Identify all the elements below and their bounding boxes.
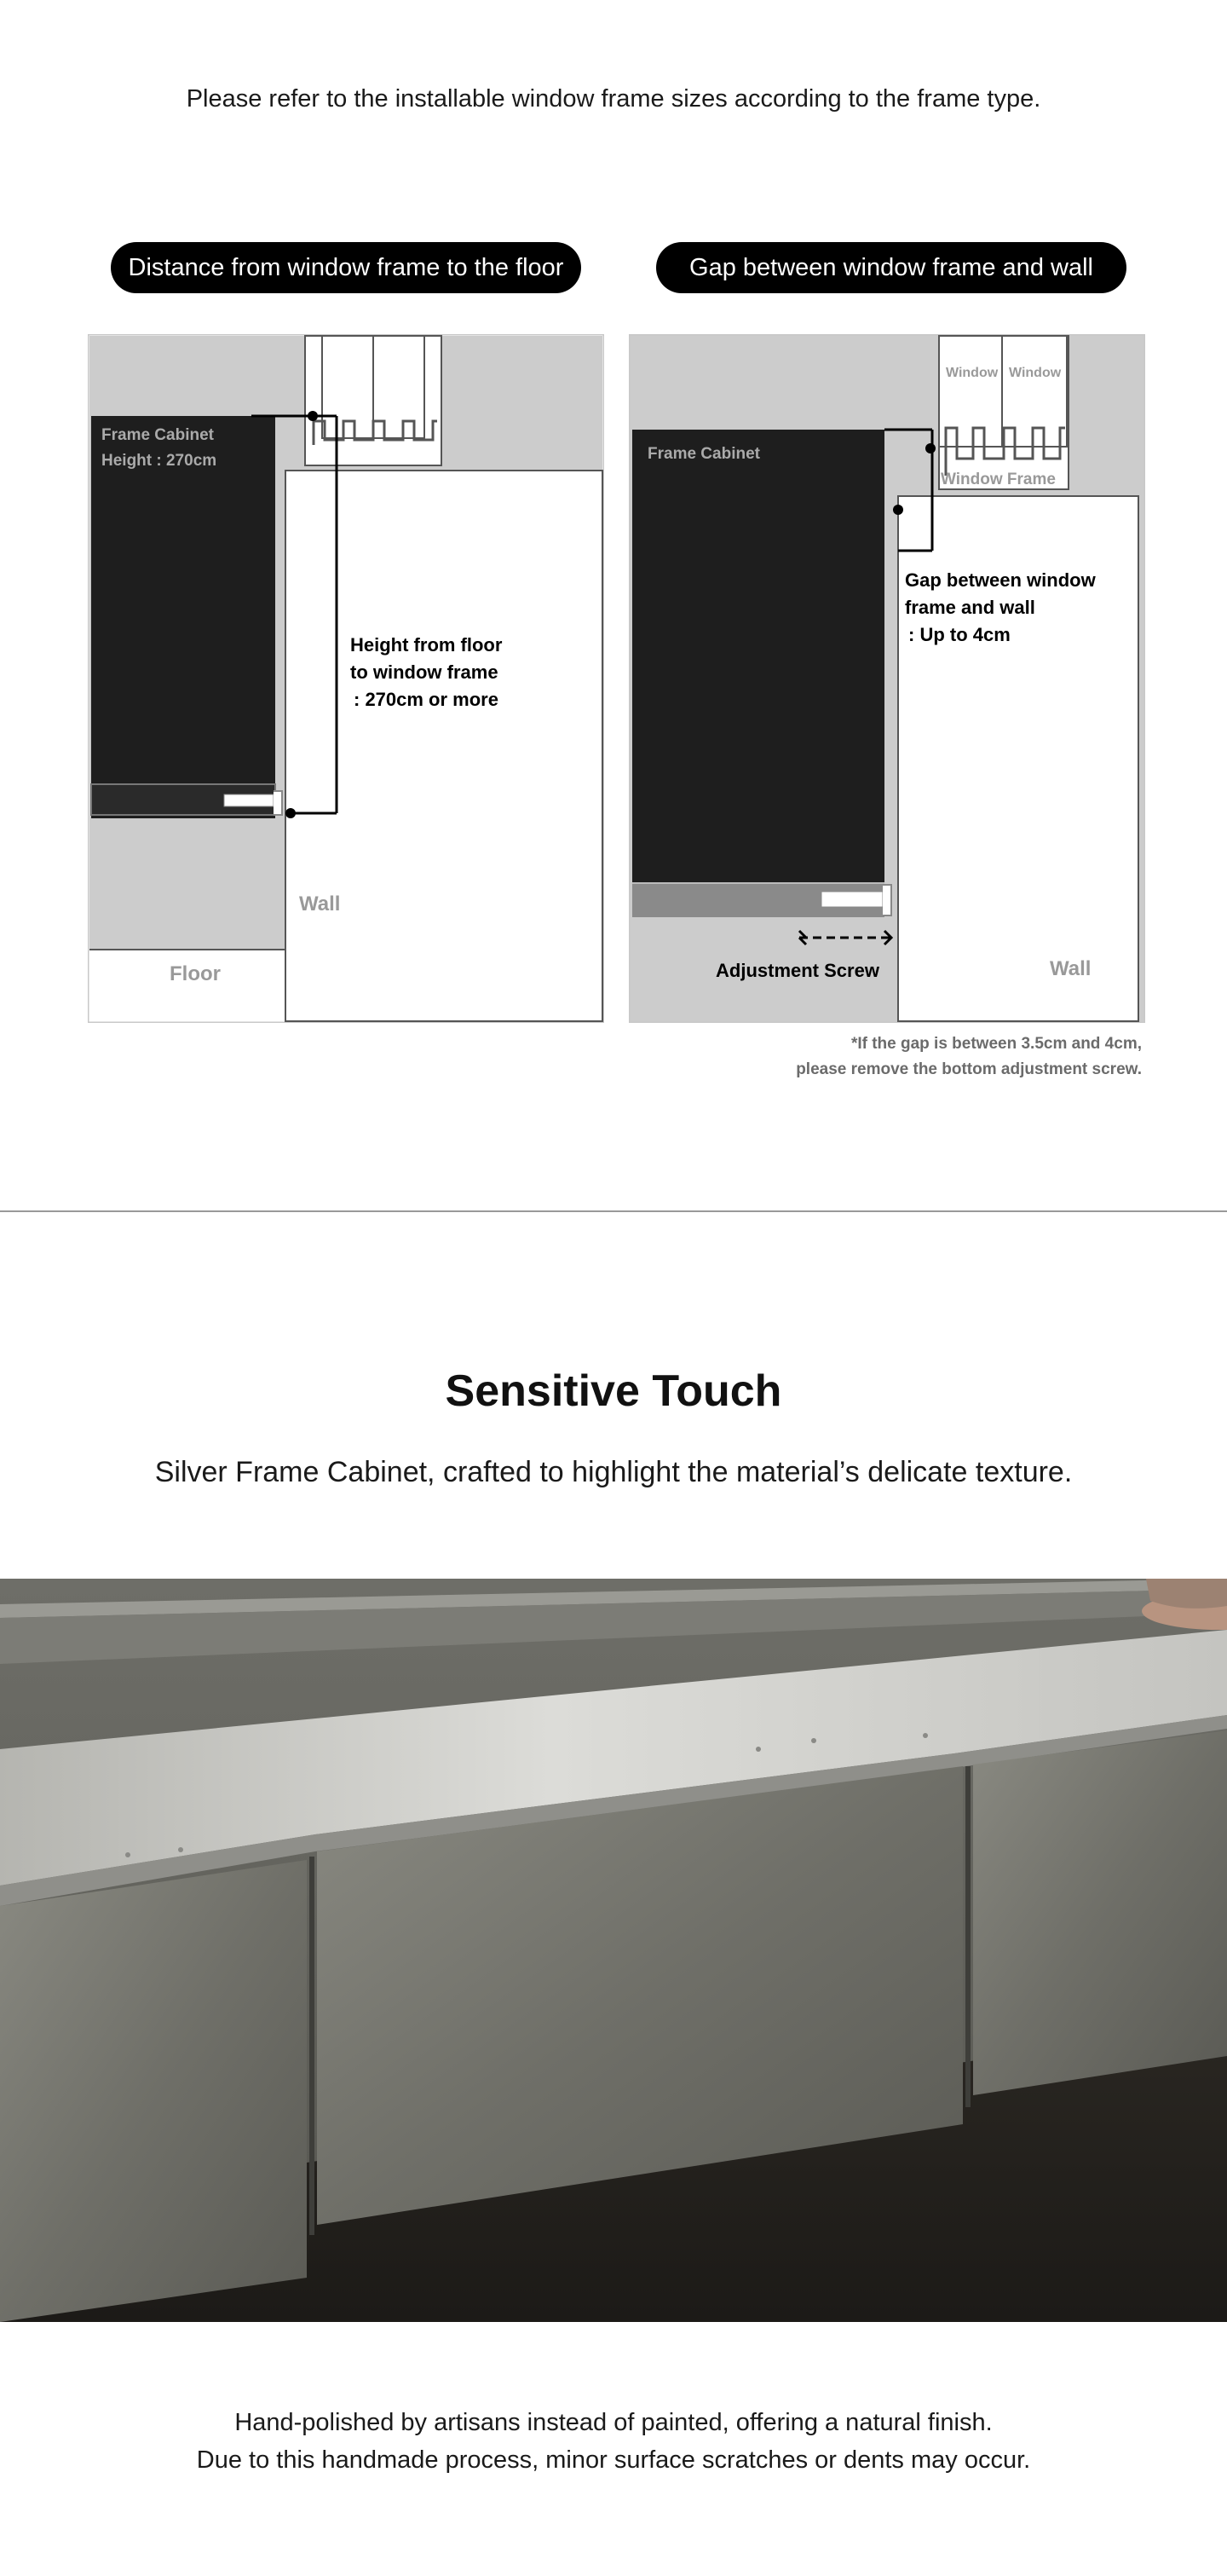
left-diagram-heading: Distance from window frame to the floor — [111, 242, 581, 293]
right-adjustment-screw — [821, 892, 883, 907]
right-window-label-2: Window — [1009, 366, 1062, 380]
gap-line3: : Up to 4cm — [908, 624, 1011, 645]
section-divider — [0, 1210, 1227, 1212]
left-cabinet-height: Height : 270cm — [101, 452, 217, 470]
right-window-label-1: Window — [946, 366, 999, 380]
intro-text: Please refer to the installable window frame sizes according to the frame type. — [186, 85, 1041, 113]
wall-block — [285, 471, 602, 1021]
frame-cabinet — [91, 416, 275, 818]
floor-distance-diagram — [88, 334, 604, 1023]
adjustment-screw — [224, 794, 274, 806]
right-cabinet-label: Frame Cabinet — [648, 445, 760, 463]
left-cabinet-label: Frame Cabinet — [101, 426, 214, 444]
right-frame-cabinet — [632, 430, 884, 917]
gap-line2: frame and wall — [905, 597, 1035, 618]
left-measure-line2: to window frame — [350, 661, 498, 683]
wall-gap-diagram — [629, 334, 1145, 1023]
left-measure-line3: : 270cm or more — [354, 689, 498, 710]
cabinet-photo — [0, 1579, 1227, 2322]
window-pane-1 — [322, 336, 373, 438]
gap-note — [796, 1031, 1142, 1083]
section-title: Sensitive Touch — [445, 1366, 782, 1416]
window-pane-2 — [373, 336, 424, 438]
gap-note-line1: *If the gap is between 3.5cm and 4cm, — [850, 1035, 1142, 1053]
section-subtitle: Silver Frame Cabinet, crafted to highlight the material’s delicate texture. — [154, 1456, 1073, 1488]
caption-line2: Due to this handmade process, minor surface scratches or dents may occur. — [196, 2446, 1031, 2474]
left-measure-line1: Height from floor — [350, 634, 503, 656]
finish-caption — [0, 2404, 1227, 2479]
right-window-pane-1 — [939, 336, 1002, 447]
gap-line1: Gap between window — [905, 569, 1096, 591]
left-wall-label: Wall — [299, 892, 341, 915]
window-frame-label: Window Frame — [941, 471, 1056, 488]
caption-line1: Hand-polished by artisans instead of painted, offering a natural finish. — [234, 2409, 993, 2436]
left-floor-label: Floor — [170, 962, 221, 985]
right-wall-label: Wall — [1050, 957, 1092, 980]
right-window-pane-2 — [1002, 336, 1067, 447]
gap-note-line2: please remove the bottom adjustment screw. — [796, 1060, 1142, 1078]
right-diagram-heading: Gap between window frame and wall — [656, 242, 1126, 293]
adjustment-screw-label: Adjustment Screw — [716, 960, 879, 981]
